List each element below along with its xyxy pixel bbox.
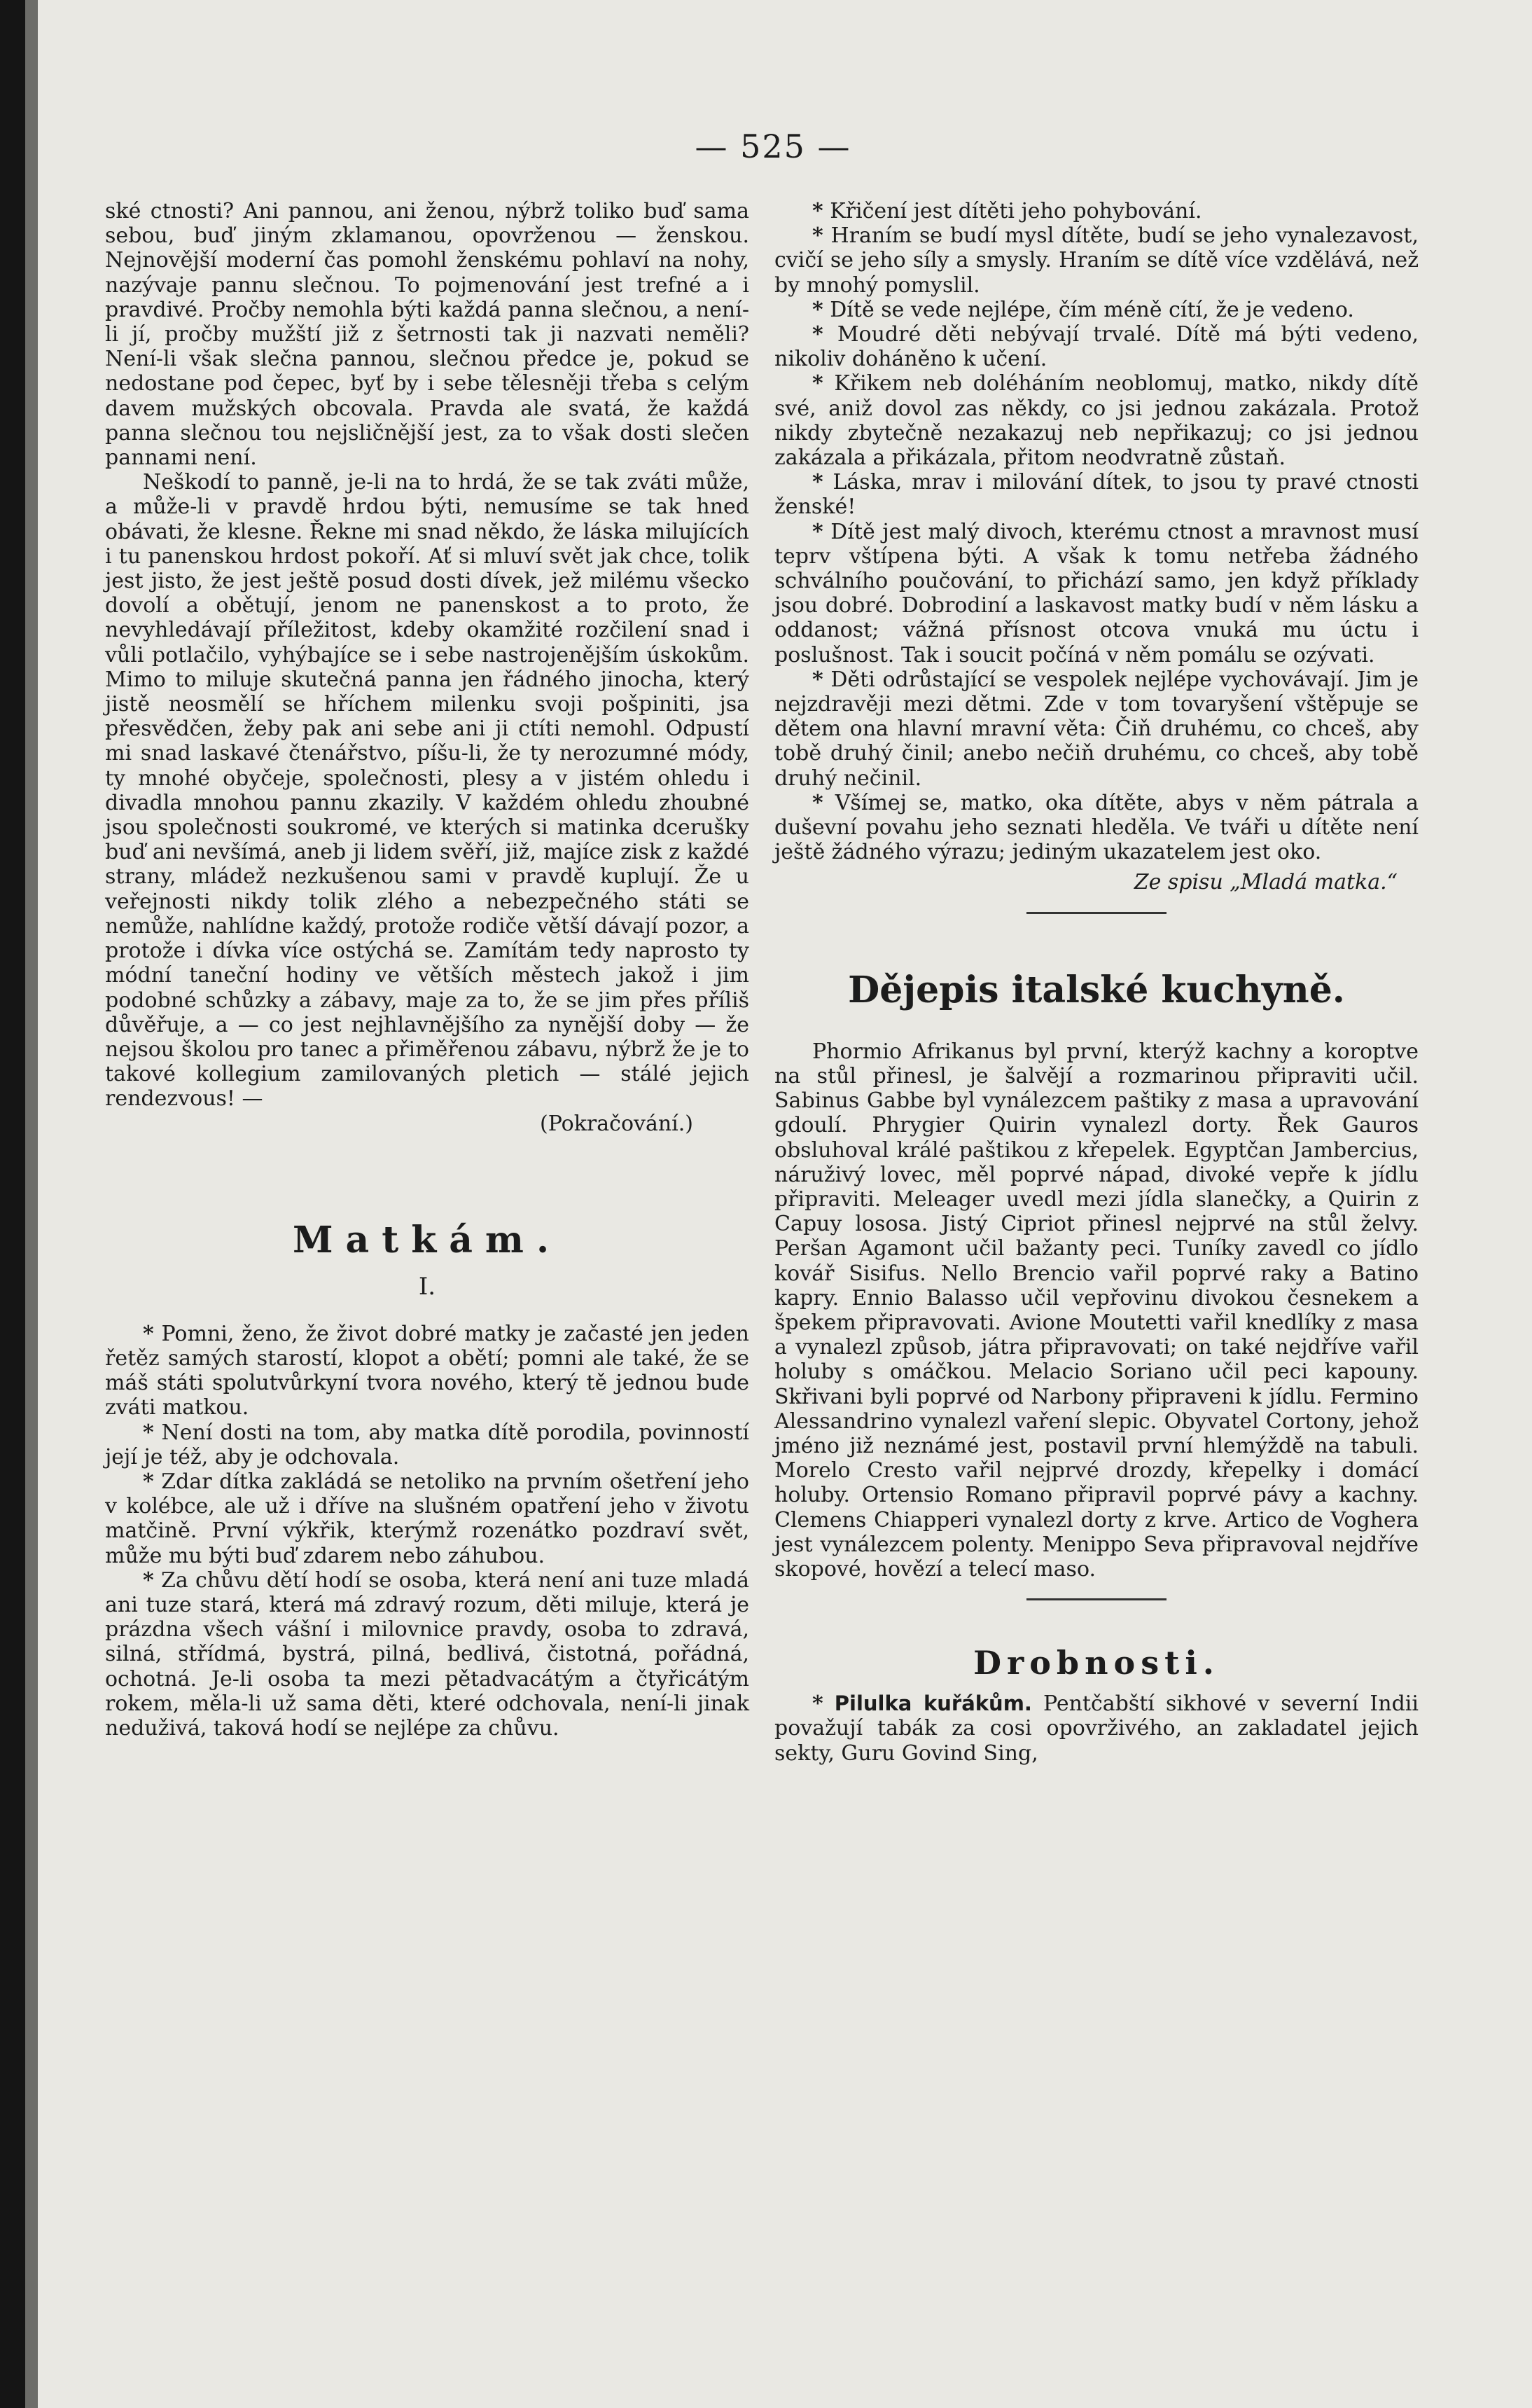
bullet-asterisk: *	[812, 519, 823, 544]
aphorism	[774, 322, 1419, 371]
aphorism	[774, 199, 1419, 223]
aphorism	[105, 1568, 749, 1741]
aphorism-text: Moudré děti nebývají trvalé. Dítě má býti vedeno, nikoliv doháněno k učení.	[774, 322, 1419, 372]
aphorism-text: Hraním se budí mysl dítěte, budí se jeho vynalezavost, cvičí se jeho síly a smysly. Hraním se dítě více vzdělává, než by mnohý pomyslil.	[774, 223, 1419, 298]
aphorism	[774, 223, 1419, 298]
bullet-asterisk: *	[812, 371, 823, 396]
bullet-asterisk: *	[143, 1568, 154, 1593]
bullet-asterisk: *	[812, 223, 823, 249]
article-paragraph: Neškodí to panně, je-li na to hrdá, že se tak zváti může, a může-li v pravdě hrdou býti, nemusíme se tak hned obávati, že klesne. Řekne mi snad někdo, že láska milujících i tu panenskou hrdost pokoří. Ať si mluví svět jak chce, tolik jest jisto, že jest ještě posud dosti dívek, jež milému všecko dovolí a obětují, jenom ne panenskost a to proto, že nevyhledávají příležitost, kdeby okamžité rozčilení snad i vůli potlačilo, vyhýbajíce se i sebe nastrojenějším úskokům. Mimo to miluje skutečná panna jen řádného jinocha, který jistě neosmělí se hříchem milenku svoji pošpiniti, jsa přesvědčen, žeby pak ani sebe ani ji ctíti nemohl. Odpustí mi snad laskavé čtenářstvo, píšu-li, že ty nerozumné módy, ty mnohé obyčeje, společnosti, plesy a v jistém ohledu i divadla mnohou pannu zkazily. V každém ohledu zhoubné jsou společnosti soukromé, ve kterých si matinka dcerušky buď ani nevšímá, aneb ji lidem svěří, již, majíce zisk z každé strany, mládež nezkušenou sami v pravdě kuplují. Že u veřejnosti nikdy tolik zlého a nebezpečného státi se nemůže, nahlídne každý, protože rodiče větší dávají pozor, a protože i dívka více ostýchá se. Zamítám tedy naprosto ty módní taneční hodiny ve větších městech jakož i jim podobné schůzky a zábavy, maje za to, že se jim přes příliš důvěřuje, a — co jest nejhlavnějšího za nynější doby — že nejsou školou pro tanec a přiměřenou zábavu, nýbrž že je to takové kollegium zamilovaných pletich — stálé jejich rendezvous! —	[105, 470, 749, 1112]
bullet-asterisk: *	[812, 790, 823, 815]
bullet-asterisk: *	[812, 667, 823, 692]
aphorism-text: Pomni, ženo, že život dobré matky je začasté jen jeden řetěz samých starostí, klopot a obětí; pomni ale také, že se máš státi spolutvůrkyní tvora nového, který tě jednou bude zváti matkou.	[105, 1321, 749, 1420]
aphorism-text: Křičení jest dítěti jeho pohybování.	[830, 199, 1202, 223]
bullet-asterisk: *	[812, 470, 823, 495]
article-paragraph: Phormio Afrikanus byl první, kterýž kachny a koroptve na stůl přinesl, je šalvějí a rozmarinou připraviti učil. Sabinus Gabbe byl vynálezcem paštiky z masa a upravování gdoulí. Phrygier Quirin vynalezl dorty. Řek Gauros obsluhoval králé paštikou z křepelek. Egyptčan Jambercius, náruživý lovec, měl poprvé nápad, divoké vepře k jídlu připraviti. Meleager uvedl mezi jídla slanečky, a Quirin z Capuy lososa. Jistý Cipriot přinesl nejprvé na stůl želvy. Peršan Agamont učil bažanty peci. Tuníky zavedl co jídlo kovář Sisifus. Nello Brencio vařil poprvé raky a Batino kapry. Ennio Balasso učil vepřovinu divokou česnekem a špekem připravovati. Avione Moutetti vařil knedlíky z masa a vynalezl způsob, játra připravovati; on také nejdříve vařil holuby s omáčkou. Melacio Soriano učil peci kapouny. Skřivani byli poprvé od Narbony připraveni k jídlu. Fermino Alessandrino vynalezl vaření slepic. Obyvatel Cortony, jehož jméno již neznámé jest, postavil první hlemýždě na tabuli. Morelo Cresto vařil nejprvé drozdy, křepelky i domácí holuby. Ortensio Romano připravil poprvé pávy a kachny. Clemens Chiapperi vynalezl dorty z krve. Artico de Voghera jest vynálezcem polenty. Menippo Seva připravoval nejdříve skopové, hovězí a telecí maso.	[774, 1039, 1419, 1582]
bullet-asterisk: *	[812, 1691, 823, 1717]
newspaper-page	[38, 0, 1532, 2408]
bullet-asterisk: *	[143, 1420, 154, 1445]
left-column	[105, 199, 749, 1741]
page-number: — 525 —	[695, 127, 851, 165]
aphorism	[774, 470, 1419, 519]
source-signature: Ze spisu „Mladá matka.“	[1134, 870, 1398, 895]
aphorism	[105, 1420, 749, 1469]
aphorism	[105, 1469, 749, 1568]
news-item-heading: Pilulka kuřákům.	[834, 1691, 1032, 1716]
continued-note: (Pokračování.)	[540, 1111, 693, 1136]
right-column	[774, 199, 1419, 1766]
bullet-asterisk: *	[143, 1321, 154, 1346]
scan-dark-edge	[0, 0, 25, 2408]
section-numeral: I.	[418, 1272, 436, 1301]
bullet-asterisk: *	[812, 297, 823, 322]
aphorism	[774, 298, 1419, 322]
section-title-matkam: Matkám.	[292, 1218, 562, 1261]
aphorism-text: Dítě se vede nejlépe, čím méně cítí, že je vedeno.	[830, 297, 1354, 322]
aphorism-text: Za chůvu dětí hodí se osoba, která není ani tuze mladá ani tuze stará, která má zdravý rozum, děti miluje, která je prázdna všech vášní i milovnice pravdy, osoba to zdravá, silná, střídmá, bystrá, pilná, bedlivá, čistotná, pořádná, ochotná. Je-li osoba ta mezi pětadvacátým a čtyřicátým rokem, měla-li už sama děti, které odchovala, není-li jinak neduživá, taková hodí se nejlépe za chůvu.	[105, 1568, 749, 1741]
bullet-asterisk: *	[812, 199, 823, 223]
article-paragraph: ské ctnosti? Ani pannou, ani ženou, nýbrž toliko buď sama sebou, buď jiným zklamanou, opovrženou — ženskou. Nejnovější moderní čas pomohl ženskému pohlaví na nohy, nazývaje pannu slečnou. To pojmenování jest trefné a i pravdivé. Pročby nemohla býti každá panna slečnou, a není-li jí, pročby mužští již z šetrnosti tak ji nazvati neměli? Není-li však slečna pannou, slečnou předce je, pokud se nedostane pod čepec, byť by i sebe tělesněji třeba s celým davem mužských obcovala. Pravda ale svatá, že každá panna slečnou tou nejsličnější jest, za to však dosti slečen pannami není.	[105, 199, 749, 471]
section-divider	[1026, 1598, 1167, 1600]
aphorism	[774, 371, 1419, 470]
aphorism-text: Všímej se, matko, oka dítěte, abys v něm pátrala a duševní povahu jeho seznati hleděla. Ve tváři u dítěte není ještě žádného výrazu; jediným ukazatelem jest oko.	[774, 790, 1419, 865]
aphorism	[774, 667, 1419, 791]
aphorism	[774, 791, 1419, 865]
aphorism	[774, 520, 1419, 667]
bullet-asterisk: *	[812, 322, 823, 347]
aphorism-text: Zdar dítka zakládá se netoliko na prvním ošetření jeho v kolébce, ale už i dříve na slušném opatření jeho v životu matčině. První výkřik, kterýmž rozenátko pozdraví svět, může mu býti buď zdarem nebo záhubou.	[105, 1469, 749, 1568]
scan-gutter-shadow	[25, 0, 38, 2408]
section-title-dejepis: Dějepis italské kuchyně.	[848, 968, 1345, 1011]
aphorism-text: Děti odrůstající se vespolek nejlépe vychovávají. Jim je nejzdravěji mezi dětmi. Zde v tom tovaryšení vštěpuje se dětem ona hlavní mravní věta: Čiň druhému, co chceš, aby tobě druhý činil; anebo nečiň druhému, co chceš, aby tobě druhý nečinil.	[774, 667, 1419, 791]
section-divider	[1026, 912, 1167, 914]
section-title-drobnosti: Drobnosti.	[973, 1644, 1220, 1682]
aphorism-text: Křikem neb doléháním neoblomuj, matko, nikdy dítě své, aniž dovol zas někdy, co jsi jednou zakázala. Protož nikdy zbytečně nezakazuj neb nepřikazuj; co jsi jednou zakázala a přikázala, přitom neodvratně zůstaň.	[774, 371, 1419, 471]
news-item-text: Pentčabští sikhové v severní Indii považují tabák za cosi opovrživého, an zakladatel jejich sekty, Guru Govind Sing,	[774, 1691, 1419, 1766]
aphorism-text: Není dosti na tom, aby matka dítě porodila, povinností její je též, aby je odchovala.	[105, 1420, 749, 1469]
aphorism-text: Láska, mrav i milování dítek, to jsou ty pravé ctnosti ženské!	[774, 470, 1419, 520]
bullet-asterisk: *	[143, 1469, 154, 1494]
aphorism	[105, 1322, 749, 1420]
aphorism-text: Dítě jest malý divoch, kterému ctnost a mravnost musí teprv vštípena býti. A však k tomu netřeba žádného schválního poučování, to přichází samo, jen když příklady jsou dobré. Dobrodiní a laskavost matky budí v něm lásku a oddanost; vážná přísnost otcova vnuká mu úctu i poslušnost. Tak i soucit počíná v něm pomálu se ozývati.	[774, 519, 1419, 667]
news-item	[774, 1691, 1419, 1766]
